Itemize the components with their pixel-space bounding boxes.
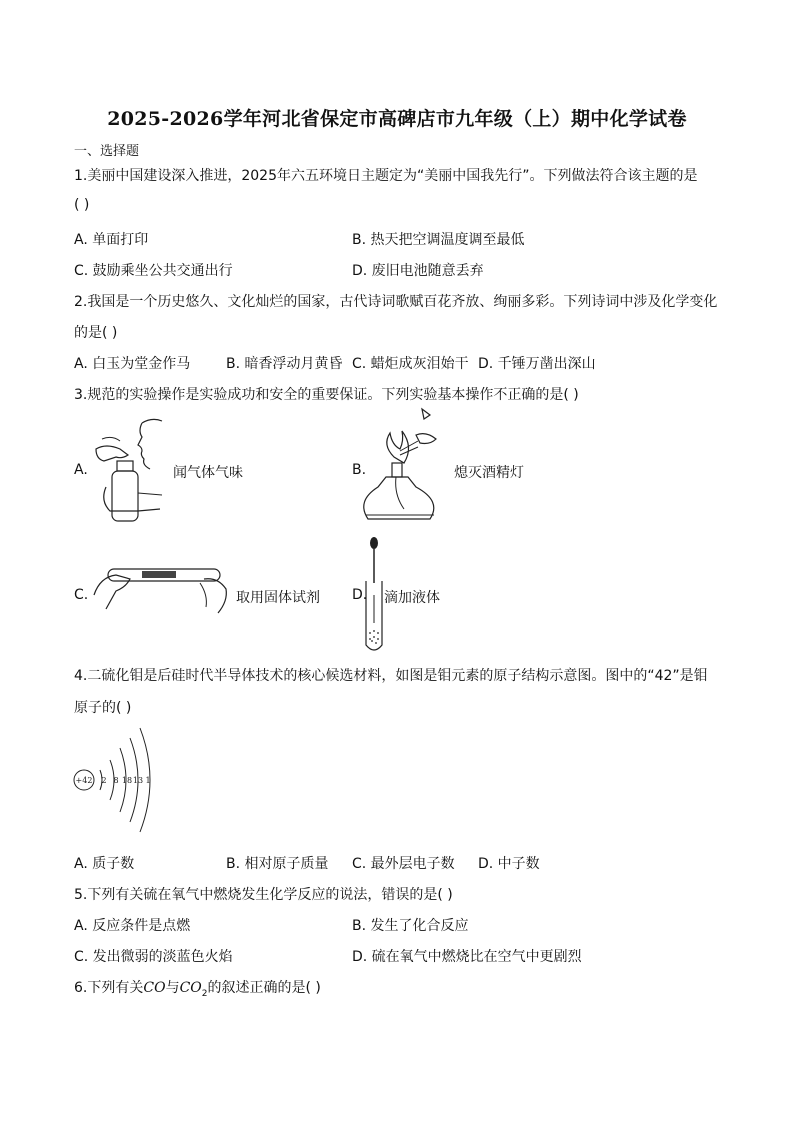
q3-option-b-caption: 熄灭酒精灯 bbox=[454, 465, 524, 481]
q3-option-d[interactable]: D. bbox=[352, 587, 368, 603]
q6-formula-co2-subscript: 2 bbox=[201, 988, 208, 999]
q5-option-d[interactable]: D. 硫在氧气中燃烧比在空气中更剧烈 bbox=[352, 949, 582, 965]
q6-stem-prefix: 6.下列有关 bbox=[74, 980, 144, 996]
page-title: 2025-2026学年河北省保定市高碑店市九年级（上）期中化学试卷 bbox=[107, 108, 687, 130]
q2-option-a[interactable]: A. 白玉为堂金作马 bbox=[74, 356, 191, 372]
q6-stem bbox=[74, 977, 321, 999]
q4-stem-line2: 原子的( ) bbox=[74, 700, 132, 716]
q6-stem-suffix: 的叙述正确的是( ) bbox=[207, 980, 321, 996]
q1-option-b[interactable]: B. 热天把空调温度调至最低 bbox=[352, 232, 525, 248]
q3-option-b[interactable]: B. bbox=[352, 462, 367, 478]
q5-option-b[interactable]: B. 发生了化合反应 bbox=[352, 918, 469, 934]
q5-option-c[interactable]: C. 发出微弱的淡蓝色火焰 bbox=[74, 949, 233, 965]
q2-option-b[interactable]: B. 暗香浮动月黄昏 bbox=[226, 356, 343, 372]
atom-structure-diagram bbox=[70, 726, 160, 836]
shell-5-electrons: 1 bbox=[145, 776, 151, 785]
q1-option-d[interactable]: D. 废旧电池随意丢弃 bbox=[352, 263, 484, 279]
q3-option-a-caption: 闻气体气味 bbox=[173, 465, 243, 481]
q5-option-a[interactable]: A. 反应条件是点燃 bbox=[74, 918, 191, 934]
dropper-tube-illustration bbox=[362, 537, 386, 655]
q6-formula-co2: CO bbox=[179, 980, 202, 996]
q1-stem-line1: 1.美丽中国建设深入推进，2025年六五环境日主题定为“美丽中国我先行”。下列做法符合该主题的是 bbox=[74, 168, 698, 184]
solid-reagent-illustration bbox=[90, 555, 232, 617]
q3-option-a[interactable]: A. bbox=[74, 462, 88, 478]
q4-option-c[interactable]: C. 最外层电子数 bbox=[352, 856, 455, 872]
q3-option-d-caption: 滴加液体 bbox=[384, 590, 440, 606]
q4-option-a[interactable]: A. 质子数 bbox=[74, 856, 135, 872]
smell-gas-illustration bbox=[90, 415, 170, 527]
alcohol-lamp-illustration bbox=[360, 405, 450, 531]
q3-option-c-caption: 取用固体试剂 bbox=[236, 590, 320, 606]
q3-stem: 3.规范的实验操作是实验成功和安全的重要保证。下列实验基本操作不正确的是( ) bbox=[74, 387, 579, 403]
nucleus-charge: +42 bbox=[75, 776, 93, 785]
q1-option-c[interactable]: C. 鼓励乘坐公共交通出行 bbox=[74, 263, 233, 279]
q6-stem-connector: 与 bbox=[165, 980, 180, 996]
q2-stem-line1: 2.我国是一个历史悠久、文化灿烂的国家，古代诗词歌赋百花齐放、绚丽多彩。下列诗词中涉及化学变化 bbox=[74, 294, 718, 310]
q4-stem-line1: 4.二硫化钼是后硅时代半导体技术的核心候选材料，如图是钼元素的原子结构示意图。图中的“42”是钼 bbox=[74, 668, 708, 684]
q6-formula-co: CO bbox=[143, 980, 166, 996]
q5-stem: 5.下列有关硫在氧气中燃烧发生化学反应的说法，错误的是( ) bbox=[74, 887, 453, 903]
q2-stem-line2: 的是( ) bbox=[74, 325, 118, 341]
q1-option-a[interactable]: A. 单面打印 bbox=[74, 232, 149, 248]
shell-4-electrons: 13 bbox=[132, 776, 144, 785]
q2-option-d[interactable]: D. 千锤万凿出深山 bbox=[478, 356, 596, 372]
q2-option-c[interactable]: C. 蜡炬成灰泪始干 bbox=[352, 356, 469, 372]
q3-option-c[interactable]: C. bbox=[74, 587, 89, 603]
q4-option-d[interactable]: D. 中子数 bbox=[478, 856, 540, 872]
section-heading: 一、选择题 bbox=[74, 144, 140, 159]
shell-1-electrons: 2 bbox=[101, 776, 107, 785]
q1-stem-line2: ( ) bbox=[74, 197, 90, 213]
shell-3-electrons: 18 bbox=[121, 776, 133, 785]
shell-2-electrons: 8 bbox=[113, 776, 119, 785]
q4-option-b[interactable]: B. 相对原子质量 bbox=[226, 856, 329, 872]
